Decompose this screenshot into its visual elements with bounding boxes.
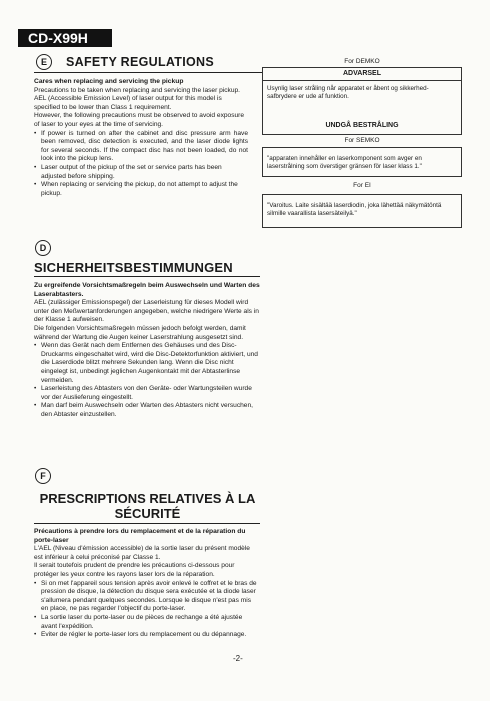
- model-tab: CD-X99H: [18, 29, 112, 47]
- en-bullet-1: • If power is turned on after the cabinet and disc pressure arm have been removed, disc detection is executed, and the laser diode lights for several seconds. If the compact disc has not been loaded, do not look into the pickup lens.: [34, 130, 248, 164]
- de-bullet-3: • Man darf beim Auswechseln oder Warten des Abtasters nicht versuchen, den Abtaster einzustellen.: [34, 402, 260, 419]
- en-bullet-list: [34, 130, 248, 199]
- semko-title: UNDGÅ BESTRÅLING: [325, 122, 399, 129]
- de-bullet-list: [34, 342, 260, 419]
- de-subtitle: Zu ergreifende Vorsichtsmaßregeln beim Auswechseln und Warten des Laserabtasters.: [34, 282, 260, 298]
- de-bullet-1: • Wenn das Gerät nach dem Entfernen des Gehäuses und des Disc-Druckarms eingeschaltet wird, wird die Disc-Detektorfunktion aktiviert, und die Laserdiode blitzt mehrere Sekunden lang. Wenn die Disc nicht eingelegt ist, unbedingt jeglichen Augenkontakt mit der Abtasterlinse vermeiden.: [34, 342, 260, 385]
- en-heading: [36, 54, 214, 70]
- fr-bullet-1: • Si on met l'appareil sous tension après avoir enlevé le coffret et le bras de pression de disque, la détection du disque sera exécutée et la diode laser s'allumera pendant quelques secondes. Lorsque le disque n'est pas mis en place, ne pas regarder l'objectif du porte-laser.: [34, 580, 260, 614]
- en-title-rule: [34, 72, 262, 73]
- en-paragraph-3: However, the following precautions must be observed to avoid exposure of laser to your eyes at the time of servicing.: [34, 112, 245, 128]
- en-paragraph-1: Precautions to be taken when replacing and servicing the laser pickup.: [34, 86, 240, 94]
- ei-label: For EI: [353, 182, 371, 189]
- semko-label: For SEMKO: [344, 137, 380, 144]
- demko-text: Usynlig laser stråling når apparatet er åbent og sikkerhed-safbrydere er ude af funktion.: [267, 85, 429, 100]
- fr-bullet-2: • La sortie laser du porte-laser ou de pièces de rechange a été ajustée avant l'expédition.: [34, 614, 260, 631]
- demko-label: For DEMKO: [344, 58, 380, 65]
- fr-subtitle: Précautions à prendre lors du remplacement et de la réparation du porte-laser: [34, 528, 246, 544]
- fr-bullet-list: [34, 580, 260, 640]
- fr-paragraph-1: L'AEL (Niveau d'émission accessible) de la sortie laser du présent modèle est inférieur à celui préconisé par Classe 1.: [34, 545, 250, 561]
- fr-bullet-3: • Eviter de régler le porte-laser lors du remplacement ou du dépannage.: [34, 631, 260, 640]
- fr-title-rule: [34, 523, 260, 524]
- page-number: -2-: [233, 654, 243, 663]
- semko-text: "apparaten innehåller en laserkomponent som avger en laserstrålning som överstiger gränsen för laser klass 1.": [267, 155, 422, 170]
- en-paragraph-2: AEL (Accessible Emission Level) of laser output for this model is specified to be lower than Class 1 requirement.: [34, 95, 222, 111]
- demko-box: [262, 67, 462, 135]
- en-body: [34, 78, 248, 198]
- de-title-rule: [34, 276, 260, 277]
- ei-text: "Varoitus. Laite sisältää laserdiodin, joka lähettää näkymätöntä silmille vaarallista lasersäteilyä.": [267, 202, 442, 217]
- semko-box: [262, 147, 462, 177]
- demko-title: ADVARSEL: [263, 68, 461, 81]
- en-subtitle: Cares when replacing and servicing the pickup: [34, 78, 184, 85]
- fr-paragraph-2: Il serait toutefois prudent de prendre les précautions ci-dessous pour protéger les yeux contre les rayons laser lors de la réparation.: [34, 562, 235, 578]
- ei-box: [262, 194, 462, 228]
- fr-section-marker: F: [35, 468, 51, 484]
- de-title: SICHERHEITSBESTIMMUNGEN: [34, 260, 233, 275]
- de-body: [34, 282, 260, 420]
- de-bullet-2: • Laserleistung des Abtasters von den Geräte- oder Wartungsteilen wurde vor der Auslieferung eingestellt.: [34, 385, 260, 402]
- en-bullet-3: • When replacing or servicing the pickup, do not attempt to adjust the pickup.: [34, 181, 248, 198]
- en-section-marker: E: [36, 54, 52, 70]
- de-section-marker: D: [35, 240, 51, 256]
- de-paragraph-2: Die folgenden Vorsichtsmaßregeln müssen jedoch befolgt werden, damit während der Wartung die Augen keiner Laserstrahlung ausgesetzt sind.: [34, 324, 246, 341]
- en-bullet-2: • Laser output of the pickup of the set or service parts has been adjusted before shipping.: [34, 164, 248, 181]
- de-paragraph-1: AEL (zulässiger Emissionspegel) der Laserleistung für dieses Modell wird unter den Meßwertanforderungen angegeben, welche niedrigere Werte als in der Klasse 1 aufweisen.: [34, 299, 259, 324]
- fr-body: [34, 528, 260, 640]
- en-title: SAFETY REGULATIONS: [66, 55, 215, 69]
- fr-title: PRESCRIPTIONS RELATIVES À LA SÉCURITÉ: [39, 491, 256, 521]
